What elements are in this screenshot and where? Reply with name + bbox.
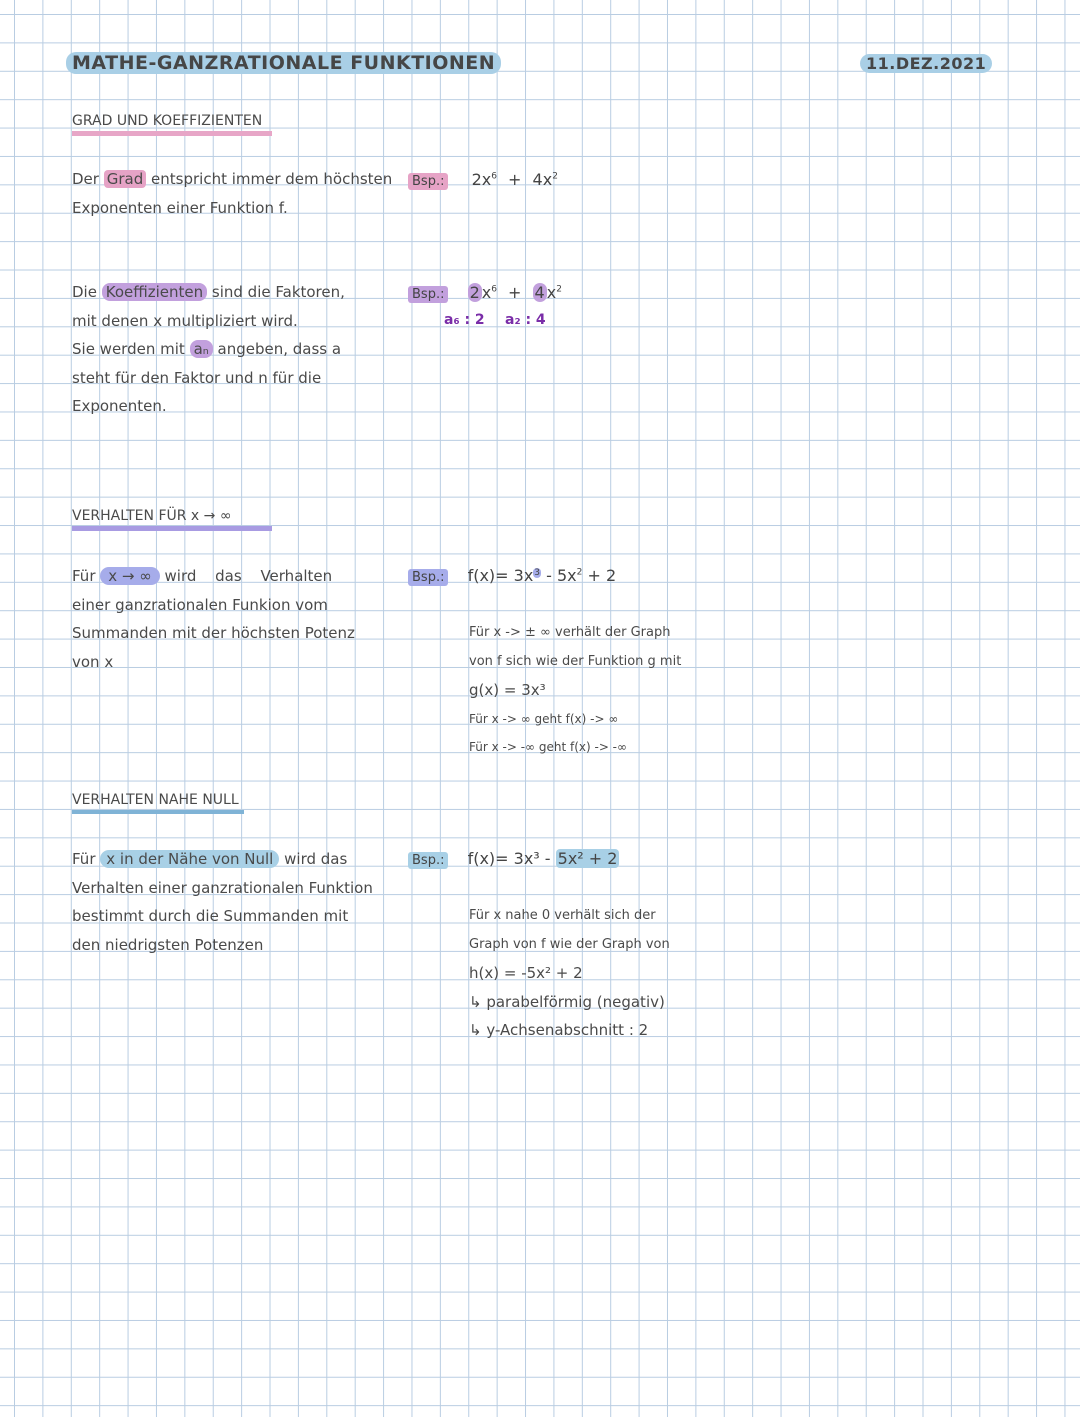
null-expl-line-1: Für x nahe 0 verhält sich der [469,908,656,923]
null-text [72,845,373,959]
coefficient-a2: a₂ : 4 [505,312,546,328]
example-2-formula: 2 $x^6 + 4$ $x^2$ [469,283,562,302]
koef-term: Koeffizienten [102,283,207,301]
example-3-formula: $f(x)= 3x^3 - 5x^2 + 2$ [467,566,617,585]
koef-line-5: Exponenten. [72,397,167,415]
koef-line-4: steht für den Faktor und n für die [72,368,322,387]
section-heading-null: VERHALTEN NAHE NULL [72,792,244,814]
coefficient-a6: a₆ : 2 [444,312,485,328]
infinity-expl-line-4: Für x -> ∞ geht f(x) -> ∞ [469,711,619,726]
grad-line-2: Exponenten einer Funktion f. [72,198,288,217]
koef-line-3: Sie werden mit aₙ angeben, dass a [72,340,342,358]
grad-text [72,165,392,222]
example-2 [408,283,562,302]
null-line-1: Für x in der Nähe von Null wird das [72,850,348,868]
example-1-formula: $2x^6 + 4x^2$ [471,170,558,189]
example-3 [408,566,616,585]
koef-line-2: mit denen x multipliziert wird. [72,311,298,330]
page-title: MATHE-GANZRATIONALE FUNKTIONEN [66,52,501,74]
bsp-label: Bsp.: [408,852,448,869]
infinity-expl-line-5: Für x -> -∞ geht f(x) -> -∞ [469,740,628,754]
null-line-2: Verhalten einer ganzrationalen Funktion [72,878,373,897]
null-line-3: bestimmt durch die Summanden mit [72,907,349,925]
infinity-explanation [469,619,681,762]
grad-line-1: Der Grad entspricht immer dem höchsten [72,170,393,188]
grad-term: Grad [104,170,147,188]
koef-line-1: Die Koeffizienten sind die Faktoren, [72,283,345,301]
infinity-expl-line-3: g(x) = 3x³ [469,681,546,699]
null-expl-line-5: ↳ y-Achsenabschnitt : 2 [469,1021,649,1039]
infinity-term: x → ∞ [100,567,159,585]
null-expl-line-3: h(x) = -5x² + 2 [469,964,583,982]
infinity-line-3: Summanden mit der höchsten Potenz [72,624,355,642]
null-expl-line-2: Graph von f wie der Graph von [469,936,670,952]
infinity-expl-line-2: von f sich wie der Funktion g mit [469,653,682,669]
infinity-expl-line-1: Für x -> ± ∞ verhält der Graph [469,625,671,640]
page-date: 11.DEZ.2021 [860,54,992,73]
infinity-line-2: einer ganzrationalen Funkion vom [72,595,328,614]
infinity-text [72,562,355,676]
infinity-line-4: von x [72,652,114,671]
bsp-label: Bsp.: [408,173,448,190]
null-expl-line-4: ↳ parabelförmig (negativ) [469,992,665,1011]
null-line-4: den niedrigsten Potenzen [72,935,264,954]
example-1 [408,170,558,189]
bsp-label: Bsp.: [408,569,448,586]
null-term: x in der Nähe von Null [100,850,279,868]
section-heading-grad: GRAD UND KOEFFIZIENTEN [72,113,272,136]
bsp-label: Bsp.: [408,286,448,303]
example-4-formula: f(x)= 3x³ - 5x² + 2 [467,849,618,868]
infinity-line-1: Für x → ∞ wird das Verhalten [72,567,333,585]
null-explanation [469,902,670,1045]
koef-text [72,278,345,421]
example-4 [408,849,619,868]
section-heading-infinity: VERHALTEN FÜR x → ∞ [72,508,272,531]
